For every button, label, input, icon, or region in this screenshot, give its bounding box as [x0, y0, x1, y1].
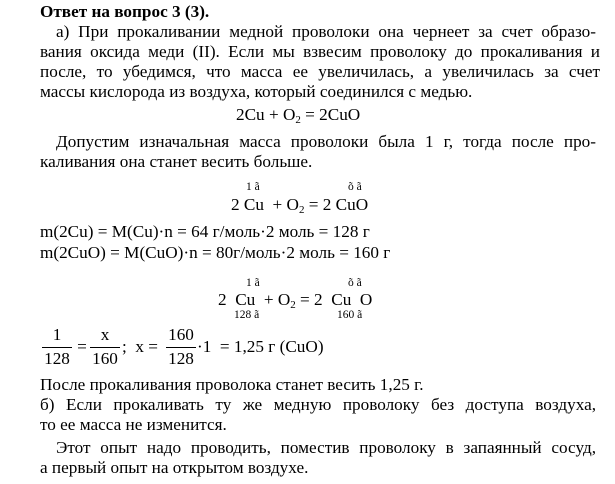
eq3-above-cu: 1 ã: [246, 277, 260, 289]
para-a-line-1: а) При прокаливании медной проволоки она чернеет за счет образо-: [56, 22, 596, 41]
eq3-below-cu: 128 ã: [234, 309, 260, 321]
eq1-sub: 2: [295, 114, 301, 126]
equation-1: [236, 105, 360, 125]
para-a-line-3: после, то убедимся, что масса ее увеличилась, а увеличилась за счет: [40, 62, 600, 81]
fraction-2-numerator: x: [100, 325, 110, 344]
fraction-2-bar: [90, 347, 120, 348]
eq2-left: 2 Cu + O: [231, 195, 299, 214]
fraction-2-denominator: 160: [92, 349, 118, 368]
fraction-1-denominator: 128: [44, 349, 70, 368]
eq3-left: 2 Cu + O: [218, 290, 291, 309]
fraction-3-denominator: 128: [168, 349, 194, 368]
para-c-line-2: а первый опыт на открытом воздухе.: [40, 458, 309, 477]
calc-line-1: m(2Cu) = M(Cu)·n = 64 г/моль·2 моль = 128 г: [40, 222, 370, 241]
para-a-line-2: вания оксида меди (II). Если мы взвесим проволоку до прокаливания и: [40, 42, 600, 61]
eq3-below-cuo: 160 ã: [337, 309, 363, 321]
answer-title: Ответ на вопрос 3 (3).: [40, 2, 210, 21]
equation-3: [218, 290, 372, 310]
fraction-1-bar: [42, 347, 72, 348]
after-line: После прокаливания проволока станет весить 1,25 г.: [40, 375, 424, 394]
fraction-3-bar: [166, 347, 196, 348]
para-c-line-1: Этот опыт надо проводить, поместив проволоку в запаянный сосуд,: [56, 438, 596, 457]
para-a-line-4: массы кислорода из воздуха, который соединился с медью.: [40, 82, 473, 101]
eq2-sub: 2: [298, 204, 305, 216]
proportion-result: ·1 = 1,25 г (CuO): [197, 337, 324, 356]
para-mass-line-1: Допустим изначальная масса проволоки была 1 г, тогда после про-: [56, 132, 596, 151]
fraction-1-numerator: 1: [52, 325, 62, 344]
para-b-line-2: то ее масса не изменится.: [40, 415, 227, 434]
equals-sign: =: [77, 337, 87, 356]
eq3-above-cuo: õ ã: [348, 277, 362, 289]
eq3-right: = 2 Cu O: [295, 290, 373, 309]
para-b-line-1: б) Если прокаливать ту же медную проволоку без доступа воздуха,: [40, 395, 596, 414]
fraction-3-numerator: 160: [168, 325, 194, 344]
eq2-right: = 2 CuO: [304, 195, 369, 214]
eq2-above-cu: 1 ã: [246, 181, 260, 193]
eq2-above-cuo: õ ã: [348, 181, 362, 193]
para-mass-line-2: каливания она станет весить больше.: [40, 152, 313, 171]
proportion-separator: ; x =: [122, 337, 158, 356]
eq1-right: = 2CuO: [300, 105, 361, 124]
eq1-left: 2Cu + O: [236, 105, 296, 124]
calc-line-2: m(2CuO) = M(CuO)·n = 80г/моль·2 моль = 160 г: [40, 243, 391, 262]
eq3-sub: 2: [290, 299, 296, 311]
equation-2: [231, 195, 368, 215]
